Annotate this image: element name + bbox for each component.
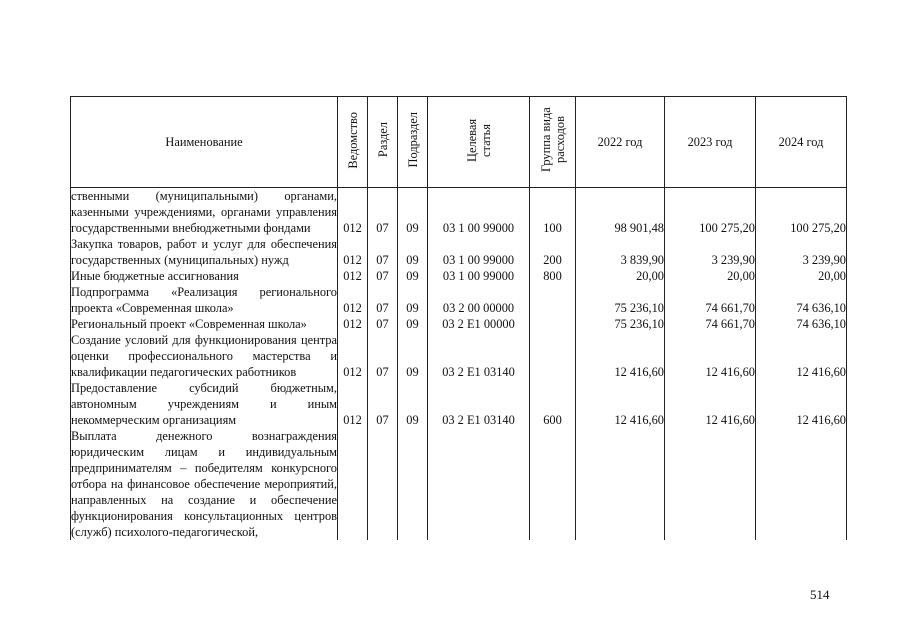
row-dept: 012 — [338, 268, 368, 284]
row-section: 07 — [368, 316, 398, 332]
row-2023: 20,00 — [665, 268, 756, 284]
row-2024: 20,00 — [756, 268, 847, 284]
row-target: 03 1 00 99000 — [428, 188, 530, 237]
row-group: 200 — [530, 236, 576, 268]
row-group — [530, 428, 576, 540]
table-row — [71, 428, 847, 540]
row-name: ственными (муниципальными) органами, казенными учреждениями, органами управления государственными внебюджетными фондами — [71, 189, 337, 235]
row-2024: 12 416,60 — [756, 332, 847, 380]
row-subsection: 09 — [398, 380, 428, 428]
row-section: 07 — [368, 188, 398, 237]
row-2022: 20,00 — [576, 268, 665, 284]
table-row — [71, 188, 847, 237]
row-target: 03 2 E1 00000 — [428, 316, 530, 332]
row-2022: 75 236,10 — [576, 316, 665, 332]
row-name: Иные бюджетные ассигнования — [71, 268, 338, 284]
row-group — [530, 316, 576, 332]
row-2023 — [665, 428, 756, 540]
header-group — [530, 97, 576, 188]
row-2024: 74 636,10 — [756, 316, 847, 332]
row-subsection: 09 — [398, 236, 428, 268]
row-section: 07 — [368, 236, 398, 268]
table-row — [71, 332, 847, 380]
row-dept: 012 — [338, 236, 368, 268]
row-subsection: 09 — [398, 188, 428, 237]
row-section: 07 — [368, 332, 398, 380]
header-target-label: Целевая статья — [464, 118, 493, 162]
row-section — [368, 428, 398, 540]
header-subsection-label: Подраздел — [405, 112, 420, 168]
row-2022: 3 839,90 — [576, 236, 665, 268]
row-2022: 75 236,10 — [576, 284, 665, 316]
row-2022: 98 901,48 — [576, 188, 665, 237]
row-2023: 100 275,20 — [665, 188, 756, 237]
row-2024: 100 275,20 — [756, 188, 847, 237]
row-dept: 012 — [338, 332, 368, 380]
row-name: Региональный проект «Современная школа» — [71, 316, 338, 332]
row-2024 — [756, 428, 847, 540]
row-dept — [338, 428, 368, 540]
header-subsection — [398, 97, 428, 188]
budget-document — [70, 96, 846, 578]
row-2022: 12 416,60 — [576, 332, 665, 380]
row-target: 03 1 00 99000 — [428, 268, 530, 284]
table-row — [71, 316, 847, 332]
row-2023: 12 416,60 — [665, 332, 756, 380]
row-2023: 74 661,70 — [665, 284, 756, 316]
row-dept: 012 — [338, 188, 368, 237]
row-dept: 012 — [338, 284, 368, 316]
row-subsection: 09 — [398, 332, 428, 380]
row-target: 03 1 00 99000 — [428, 236, 530, 268]
row-group — [530, 332, 576, 380]
budget-table — [70, 96, 847, 540]
row-section: 07 — [368, 268, 398, 284]
row-dept: 012 — [338, 316, 368, 332]
header-name: Наименование — [71, 97, 338, 188]
row-name: Выплата денежного вознаграждения юридическим лицам и индивидуальным предпринимателям – победителям конкурсного отбора на финансовое обеспечение мероприятий, направленных на создание и обеспечение функционирования консультационных центров (служб) психолого-педагогической, — [71, 429, 337, 539]
row-subsection — [398, 428, 428, 540]
row-target: 03 2 00 00000 — [428, 284, 530, 316]
row-subsection: 09 — [398, 268, 428, 284]
page-number: 514 — [810, 587, 830, 602]
row-target — [428, 428, 530, 540]
row-group: 100 — [530, 188, 576, 237]
table-row — [71, 236, 847, 268]
row-name: Создание условий для функционирования центра оценки профессионального мастерства и квалификации педагогических работников — [71, 333, 337, 379]
row-target: 03 2 E1 03140 — [428, 332, 530, 380]
row-2024: 3 239,90 — [756, 236, 847, 268]
row-name: Подпрограмма «Реализация регионального проекта «Современная школа» — [71, 285, 337, 315]
row-name: Предоставление субсидий бюджетным, автономным учреждениям и иным некоммерческим организациям — [71, 381, 337, 427]
row-subsection: 09 — [398, 284, 428, 316]
header-2023: 2023 год — [665, 97, 756, 188]
table-row — [71, 284, 847, 316]
header-section — [368, 97, 398, 188]
header-target — [428, 97, 530, 188]
row-2022 — [576, 428, 665, 540]
row-name: Закупка товаров, работ и услуг для обеспечения государственных (муниципальных) нужд — [71, 237, 337, 267]
row-2023: 3 239,90 — [665, 236, 756, 268]
row-subsection: 09 — [398, 316, 428, 332]
header-section-label: Раздел — [375, 122, 390, 158]
table-row — [71, 268, 847, 284]
header-dept — [338, 97, 368, 188]
row-section: 07 — [368, 380, 398, 428]
table-row — [71, 380, 847, 428]
row-section: 07 — [368, 284, 398, 316]
row-2023: 74 661,70 — [665, 316, 756, 332]
row-2024: 12 416,60 — [756, 380, 847, 428]
row-target: 03 2 E1 03140 — [428, 380, 530, 428]
row-2023: 12 416,60 — [665, 380, 756, 428]
row-2022: 12 416,60 — [576, 380, 665, 428]
header-group-label: Группа вида расходов — [538, 107, 567, 173]
row-dept: 012 — [338, 380, 368, 428]
table-header-row — [71, 97, 847, 188]
row-group — [530, 284, 576, 316]
header-2024: 2024 год — [756, 97, 847, 188]
header-2022: 2022 год — [576, 97, 665, 188]
row-group: 800 — [530, 268, 576, 284]
header-dept-label: Ведомство — [345, 111, 360, 169]
row-2024: 74 636,10 — [756, 284, 847, 316]
row-group: 600 — [530, 380, 576, 428]
